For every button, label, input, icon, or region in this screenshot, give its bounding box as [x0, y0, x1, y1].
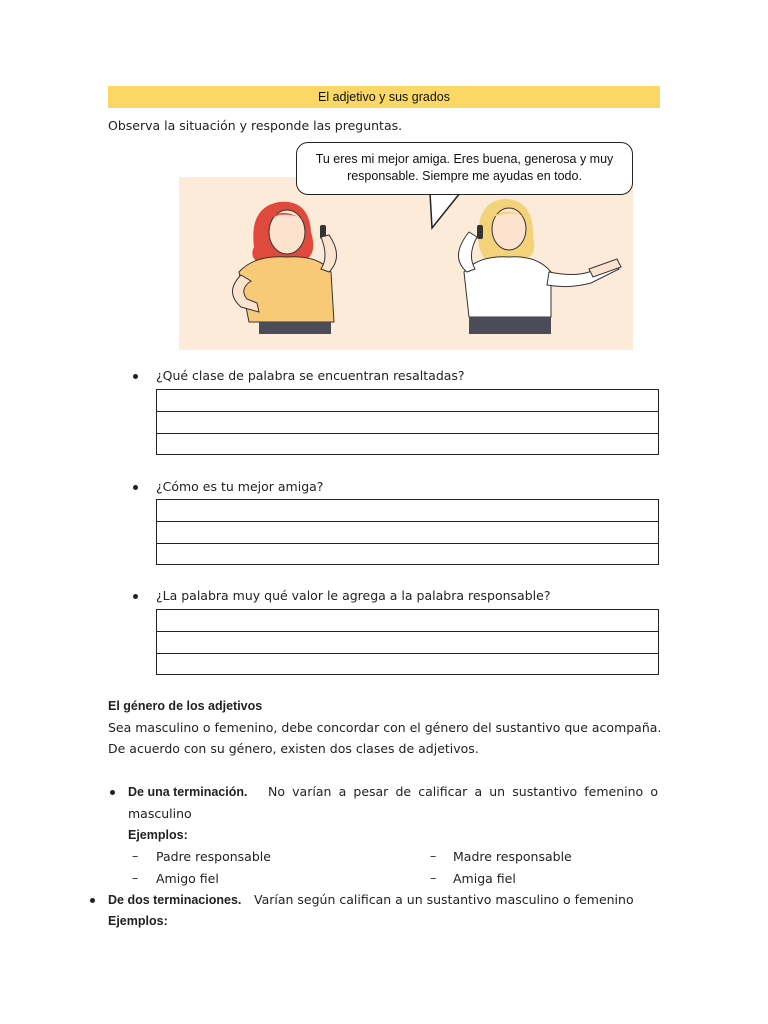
left-woman-figure [233, 202, 337, 334]
answer-box-1[interactable] [156, 389, 659, 455]
answer-line[interactable] [157, 632, 658, 654]
answer-line[interactable] [157, 544, 658, 565]
examples-label: Ejemplos: [128, 828, 188, 842]
one-termination-label: De una terminación. [128, 785, 248, 799]
answer-line[interactable] [157, 412, 658, 434]
answer-box-2[interactable] [156, 499, 659, 565]
bullet-icon [133, 485, 138, 490]
bullet-icon [90, 898, 95, 903]
dash-icon: – [132, 848, 139, 863]
right-woman-figure [458, 199, 621, 334]
example-right-2: Amiga fiel [453, 871, 516, 886]
bullet-icon [110, 790, 115, 795]
illustration-scene [179, 177, 633, 350]
dash-icon: – [430, 870, 437, 885]
dash-icon: – [430, 848, 437, 863]
two-terminations-label: De dos terminaciones. [108, 893, 242, 907]
speech-bubble-line-1: Tu eres mi mejor amiga. Eres buena, generosa y muy [315, 152, 614, 166]
question-1: ¿Qué clase de palabra se encuentran resaltadas? [156, 368, 465, 383]
question-2: ¿Cómo es tu mejor amiga? [156, 479, 324, 494]
examples-label-2: Ejemplos: [108, 914, 168, 928]
page-title: El adjetivo y sus grados [108, 86, 660, 108]
answer-line[interactable] [157, 654, 658, 675]
speech-bubble-line-2: responsable. Siempre me ayudas en todo. [347, 169, 582, 183]
bullet-icon [133, 594, 138, 599]
answer-line[interactable] [157, 500, 658, 522]
speech-bubble-tail [420, 192, 460, 232]
answer-line[interactable] [157, 390, 658, 412]
bullet-icon [133, 374, 138, 379]
two-women-on-phone-illustration [179, 177, 633, 350]
example-left-1: Padre responsable [156, 849, 271, 864]
speech-bubble [296, 142, 633, 195]
section-text-2: De acuerdo con su género, existen dos clases de adjetivos. [108, 741, 479, 756]
example-left-2: Amigo fiel [156, 871, 219, 886]
section-text-1: Sea masculino o femenino, debe concordar con el género del sustantivo que acompaña. [108, 720, 662, 735]
example-right-1: Madre responsable [453, 849, 572, 864]
instruction-text: Observa la situación y responde las preguntas. [108, 118, 403, 133]
answer-box-3[interactable] [156, 609, 659, 675]
answer-line[interactable] [157, 522, 658, 544]
answer-line[interactable] [157, 434, 658, 455]
one-termination-text: No varían a pesar de calificar a un sustantivo femenino o [268, 784, 658, 799]
one-termination-text-cont: masculino [128, 806, 192, 821]
dash-icon: – [132, 870, 139, 885]
answer-line[interactable] [157, 610, 658, 632]
two-terminations-text: Varían según califican a un sustantivo masculino o femenino [254, 892, 634, 907]
section-heading: El género de los adjetivos [108, 699, 263, 713]
question-3: ¿La palabra muy qué valor le agrega a la palabra responsable? [156, 588, 551, 603]
